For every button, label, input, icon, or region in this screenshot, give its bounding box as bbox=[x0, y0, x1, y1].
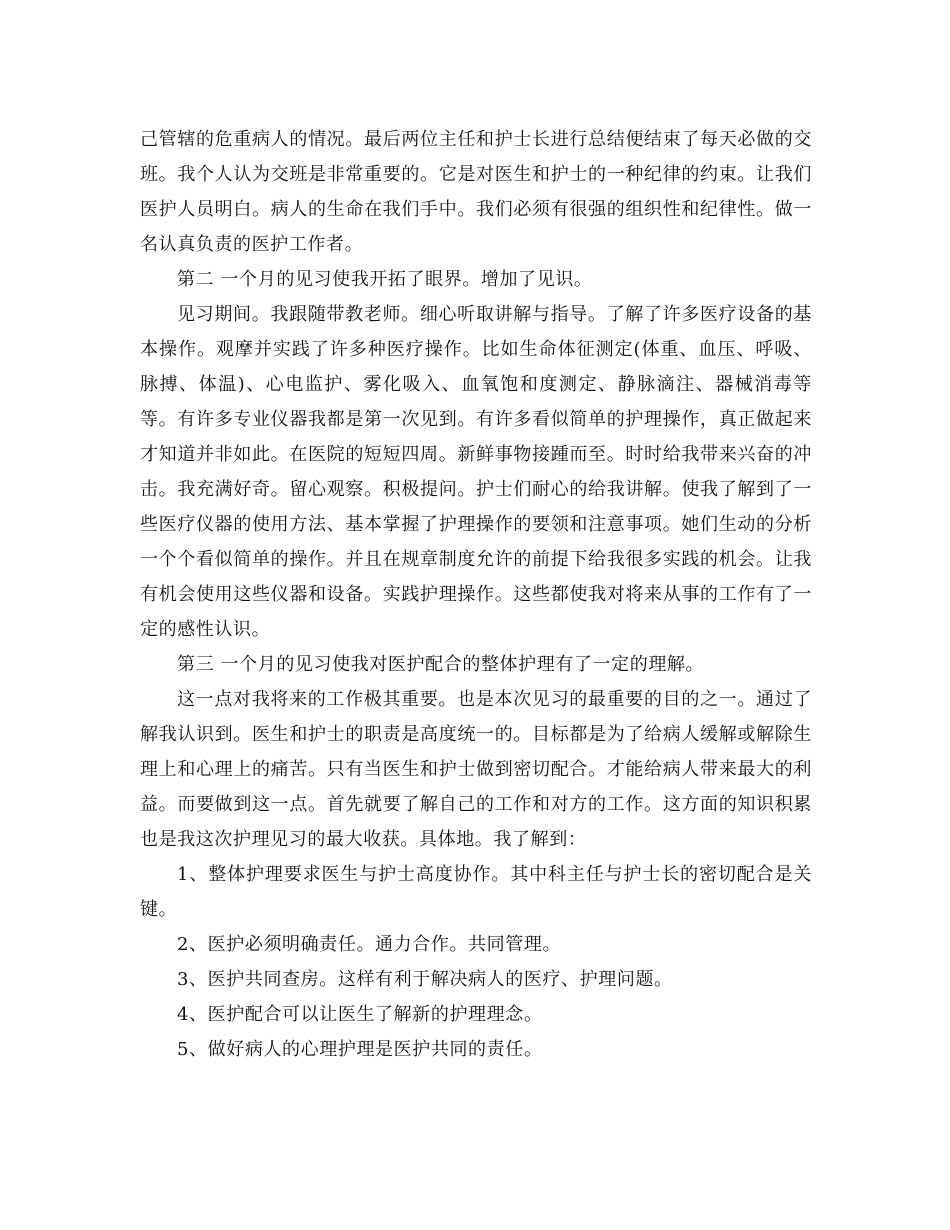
paragraph-internship-experience: 见习期间。我跟随带教老师。细心听取讲解与指导。了解了许多医疗设备的基本操作。观摩并实践了许多种医疗操作。比如生命体征测定(体重、血压、呼吸、脉搏、体温)、心电监护、雾化吸入、血氧饱和度测定、静脉滴注、器械消毒等等。有许多专业仪器我都是第一次见到。有许多看似简单的护理操作，真正做起来才知道并非如此。在医院的短短四周。新鲜事物接踵而至。时时给我带来兴奋的冲击。我充满好奇。留心观察。积极提问。护士们耐心的给我讲解。使我了解到了一些医疗仪器的使用方法、基本掌握了护理操作的要领和注意事项。她们生动的分析一个个看似简单的操作。并且在规章制度允许的前提下给我很多实践的机会。让我有机会使用这些仪器和设备。实践护理操作。这些都使我对将来从事的工作有了一定的感性认识。 bbox=[140, 304, 812, 640]
list-item-5: 5、做好病人的心理护理是医护共同的责任。 bbox=[177, 1039, 543, 1060]
list-item-4: 4、医护配合可以让医生了解新的护理理念。 bbox=[177, 1004, 543, 1025]
list-item-1: 1、整体护理要求医生与护士高度协作。其中科主任与护士长的密切配合是关键。 bbox=[140, 864, 812, 920]
paragraph-heading-second: 第二 一个月的见习使我开拓了眼界。增加了见识。 bbox=[177, 269, 593, 290]
paragraph-handover-summary: 己管辖的危重病人的情况。最后两位主任和护士长进行总结便结束了每天必做的交班。我个人认为交班是非常重要的。它是对医生和护士的一种纪律的约束。让我们医护人员明白。病人的生命在我们手中。我们必须有很强的组织性和纪律性。做一名认真负责的医护工作者。 bbox=[140, 129, 812, 255]
paragraph-cooperation-understanding: 这一点对我将来的工作极其重要。也是本次见习的最重要的目的之一。通过了解我认识到。医生和护士的职责是高度统一的。目标都是为了给病人缓解或解除生理上和心理上的痛苦。只有当医生和护士做到密切配合。才能给病人带来最大的利益。而要做到这一点。首先就要了解自己的工作和对方的工作。这方面的知识积累也是我这次护理见习的最大收获。具体地。我了解到： bbox=[140, 689, 812, 850]
list-item-2: 2、医护必须明确责任。通力合作。共同管理。 bbox=[177, 934, 562, 955]
list-item-3: 3、医护共同查房。这样有利于解决病人的医疗、护理问题。 bbox=[177, 969, 673, 990]
document-page bbox=[140, 122, 812, 1067]
paragraph-heading-third: 第三 一个月的见习使我对医护配合的整体护理有了一定的理解。 bbox=[177, 654, 705, 675]
